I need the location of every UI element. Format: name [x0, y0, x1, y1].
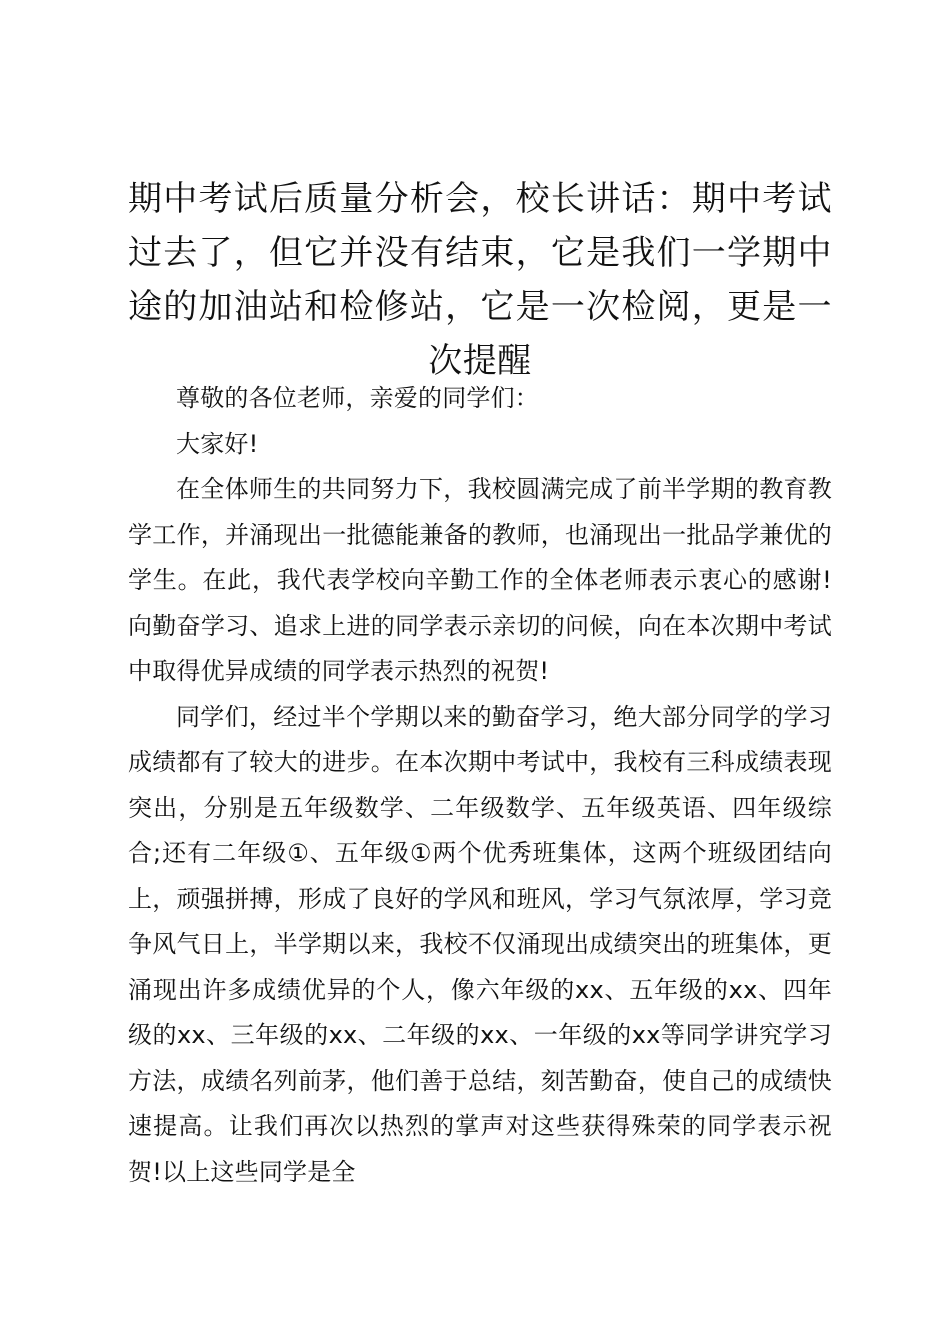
salutation-paragraph: 尊敬的各位老师，亲爱的同学们： [176, 384, 539, 412]
document-body [128, 376, 832, 1195]
body-paragraph: 在全体师生的共同努力下，我校圆满完成了前半学期的教育教学工作，并涌现出一批德能兼备的教师，也涌现出一批品学兼优的学生。在此，我代表学校向辛勤工作的全体老师表示衷心的感谢!向勤奋学习、追求上进的同学表示亲切的问候，向在本次期中考试中取得优异成绩的同学表示热烈的祝贺! [128, 475, 832, 685]
greeting-paragraph: 大家好! [176, 429, 259, 458]
body-paragraph: 同学们，经过半个学期以来的勤奋学习，绝大部分同学的学习成绩都有了较大的进步。在本次期中考试中，我校有三科成绩表现突出，分别是五年级数学、二年级数学、五年级英语、四年级综合;还有二年级①、五年级①两个优秀班集体，这两个班级团结向上，顽强拼搏，形成了良好的学风和班风，学习气氛浓厚，学习竞争风气日上，半学期以来，我校不仅涌现出成绩突出的班集体，更涌现出许多成绩优异的个人，像六年级的xx、五年级的xx、四年级的xx、三年级的xx、二年级的xx、一年级的xx等同学讲究学习方法，成绩名列前茅，他们善于总结，刻苦勤奋，使自己的成绩快速提高。让我们再次以热烈的掌声对这些获得殊荣的同学表示祝贺!以上这些同学是全 [128, 702, 832, 1186]
document-title: 期中考试后质量分析会，校长讲话：期中考试过去了，但它并没有结束，它是我们一学期中途的加油站和检修站，它是一次检阅，更是一次提醒 [128, 179, 832, 381]
